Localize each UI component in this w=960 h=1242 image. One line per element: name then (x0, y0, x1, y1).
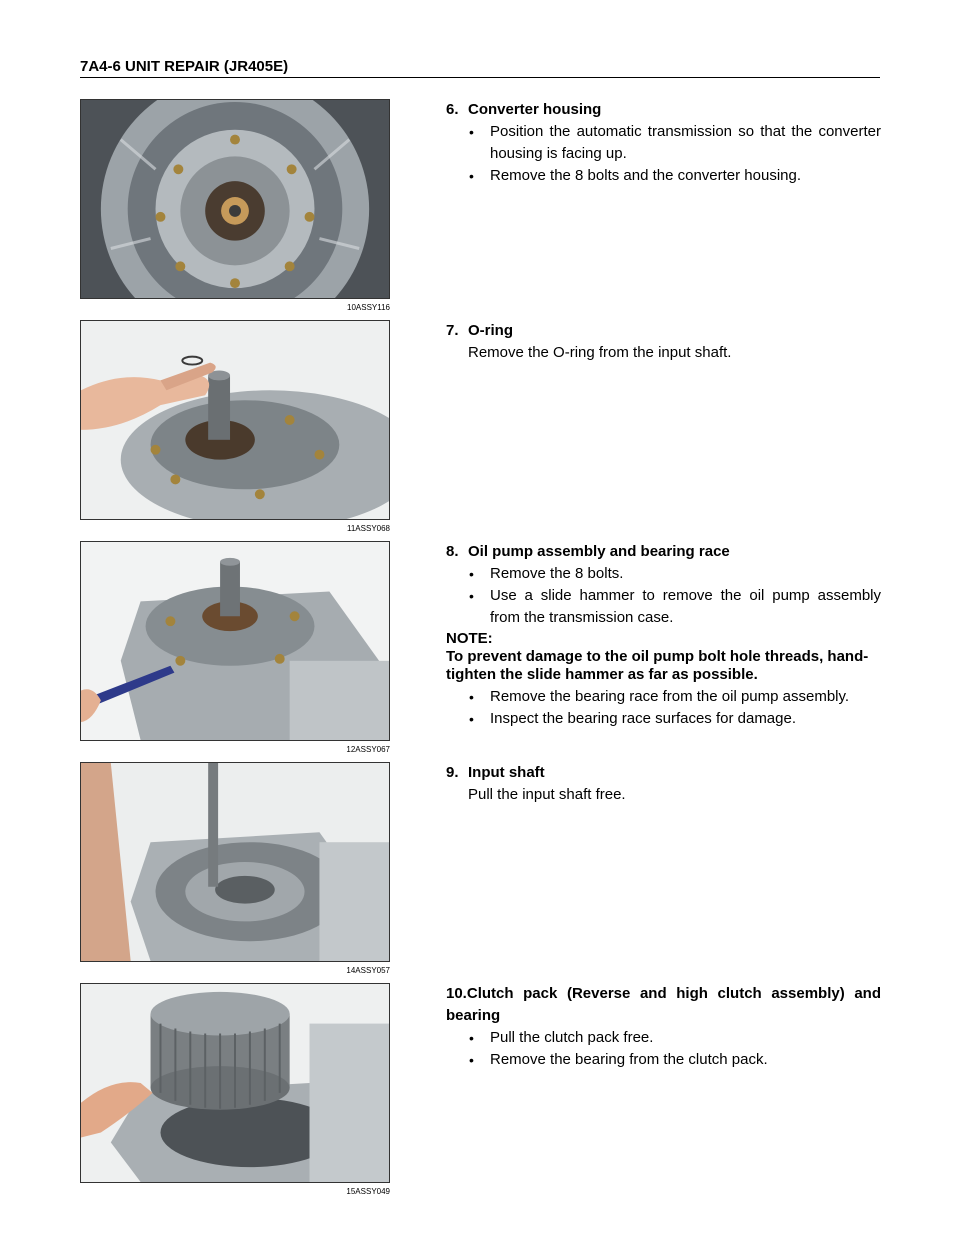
photo-id-label: 10ASSY116 (347, 303, 390, 312)
bullet-item: • Use a slide hammer to remove the oil pump assembly from the transmission case. (446, 585, 881, 629)
step-text (446, 541, 881, 730)
note-text: To prevent damage to the oil pump bolt hole threads, hand-tighten the slide hammer as far as possible. (446, 648, 869, 683)
step-title (446, 99, 881, 121)
step-text (446, 99, 881, 187)
step-title (446, 983, 881, 1027)
bullet-list (446, 686, 881, 730)
step-number: 9. (446, 764, 459, 781)
step-body: Pull the input shaft free. (468, 786, 626, 803)
step-title-text: O-ring (468, 322, 513, 339)
step-text (446, 983, 881, 1071)
step-title-text: Input shaft (468, 764, 545, 781)
step-body: Remove the O-ring from the input shaft. (468, 344, 732, 361)
bullet-item: • Pull the clutch pack free. (446, 1027, 881, 1049)
step-title-text: Oil pump assembly and bearing race (468, 543, 730, 560)
bullet-list (446, 563, 881, 629)
step-number: 6. (446, 101, 459, 118)
photo-id-label: 11ASSY068 (347, 524, 390, 533)
bullet-item: • Remove the 8 bolts and the converter housing. (446, 165, 881, 187)
photo-id-label: 14ASSY057 (346, 966, 390, 975)
step-title (446, 541, 881, 563)
bullet-item: • Position the automatic transmission so that the converter housing is facing up. (446, 121, 881, 165)
photo-converter-housing (80, 99, 390, 299)
bullet-item: • Remove the bearing race from the oil pump assembly. (446, 686, 881, 708)
bullet-item: • Remove the bearing from the clutch pack. (446, 1049, 881, 1071)
step-number: 8. (446, 543, 459, 560)
photo-id-label: 12ASSY067 (346, 745, 390, 754)
step-title (446, 320, 881, 342)
step-number: 10. (446, 985, 467, 1002)
note-label: NOTE: (446, 630, 493, 647)
photo-oil-pump (80, 541, 390, 741)
bullet-item: • Inspect the bearing race surfaces for damage. (446, 708, 881, 730)
step-title (446, 762, 881, 784)
step-text (446, 762, 881, 806)
photo-input-shaft (80, 762, 390, 962)
step-text (446, 320, 881, 364)
step-title-text: Converter housing (468, 101, 602, 118)
step-title-text: Clutch pack (Reverse and high clutch assembly) and bearing (446, 985, 881, 1024)
bullet-list (446, 1027, 881, 1071)
photo-clutch-pack (80, 983, 390, 1183)
step-number: 7. (446, 322, 459, 339)
page-header: 7A4-6 UNIT REPAIR (JR405E) (80, 58, 880, 78)
photo-o-ring (80, 320, 390, 520)
bullet-list (446, 121, 881, 187)
bullet-item: • Remove the 8 bolts. (446, 563, 881, 585)
photo-id-label: 15ASSY049 (346, 1187, 390, 1196)
